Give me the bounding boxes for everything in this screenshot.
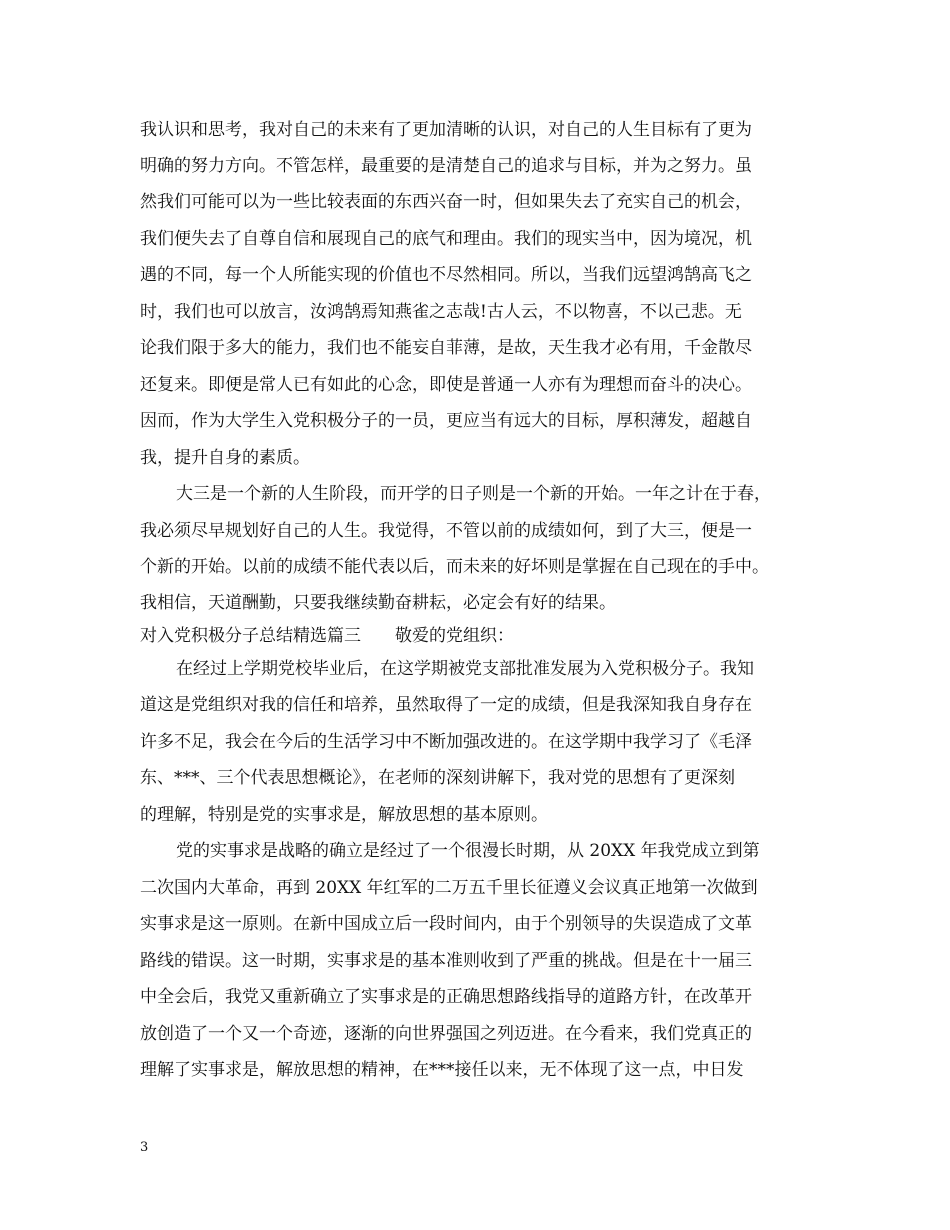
paragraph-first-line: 大三是一个新的人生阶段，而开学的日子则是一个新的开始。一年之计在于春， [176, 484, 771, 504]
text-line: 我相信，天道酬勤，只要我继续勤奋耕耘，必定会有好的结果。 [140, 593, 616, 613]
text-line: 理解了实事求是，解放思想的精神，在***接任以来，无不体现了这一点，中日发 [140, 1060, 744, 1080]
text-line: 论我们限于多大的能力，我们也不能妄自菲薄，是故，天生我才必有用，千金散尽 [140, 338, 752, 358]
text-line: 然我们可能可以为一些比较表面的东西兴奋一时，但如果失去了充实自己的机会， [140, 192, 752, 212]
text-line: 时，我们也可以放言，汝鸿鹄焉知燕雀之志哉!古人云，不以物喜，不以己悲。无 [140, 302, 742, 322]
text-line: 我，提升自身的素质。 [140, 448, 310, 468]
section-heading: 对入党积极分子总结精选篇三 敬爱的党组织： [140, 626, 514, 646]
text-line: 我们便失去了自尊自信和展现自己的底气和理由。我们的现实当中，因为境况，机 [140, 229, 752, 249]
text-line: 实事求是这一原则。在新中国成立后一段时间内，由于个别领导的失误造成了文革 [140, 914, 752, 934]
text-line: 我必须尽早规划好自己的人生。我觉得，不管以前的成绩如何，到了大三，便是一 [140, 521, 752, 541]
text-line: 个新的开始。以前的成绩不能代表以后，而未来的好坏则是掌握在自己现在的手中。 [140, 557, 769, 577]
paragraph-first-line: 在经过上学期党校毕业后，在这学期被党支部批准发展为入党积极分子。我知 [176, 659, 754, 679]
text-line: 道这是党组织对我的信任和培养，虽然取得了一定的成绩，但是我深知我自身存在 [140, 695, 752, 715]
text-line: 遇的不同，每一个人所能实现的价值也不尽然相同。所以，当我们远望鸿鹄高飞之 [140, 265, 752, 285]
text-line: 许多不足，我会在今后的生活学习中不断加强改进的。在这学期中我学习了《毛泽 [140, 732, 752, 752]
text-line: 的理解，特别是党的实事求是，解放思想的基本原则。 [140, 805, 548, 825]
text-line: 中全会后，我党又重新确立了实事求是的正确思想路线指导的道路方针，在改革开 [140, 987, 752, 1007]
text-line: 还复来。即便是常人已有如此的心念，即使是普通一人亦有为理想而奋斗的决心。 [140, 375, 752, 395]
text-line: 二次国内大革命，再到 20XX 年红军的二万五千里长征遵义会议真正地第一次做到 [140, 878, 758, 898]
page-number: 3 [140, 1140, 149, 1155]
paragraph-first-line: 党的实事求是战略的确立是经过了一个很漫长时期，从 20XX 年我党成立到第 [176, 841, 760, 861]
text-line: 放创造了一个又一个奇迹，逐渐的向世界强国之列迈进。在今看来，我们党真正的 [140, 1024, 752, 1044]
text-line: 路线的错误。这一时期，实事求是的基本准则收到了严重的挑战。但是在十一届三 [140, 951, 752, 971]
text-line: 明确的努力方向。不管怎样，最重要的是清楚自己的追求与目标，并为之努力。虽 [140, 156, 752, 176]
text-line: 因而，作为大学生入党积极分子的一员，更应当有远大的目标，厚积薄发，超越自 [140, 411, 752, 431]
text-line: 东、***、三个代表思想概论》，在老师的深刻讲解下，我对党的思想有了更深刻 [140, 768, 735, 788]
text-line: 我认识和思考，我对自己的未来有了更加清晰的认识，对自己的人生目标有了更为 [140, 120, 752, 140]
